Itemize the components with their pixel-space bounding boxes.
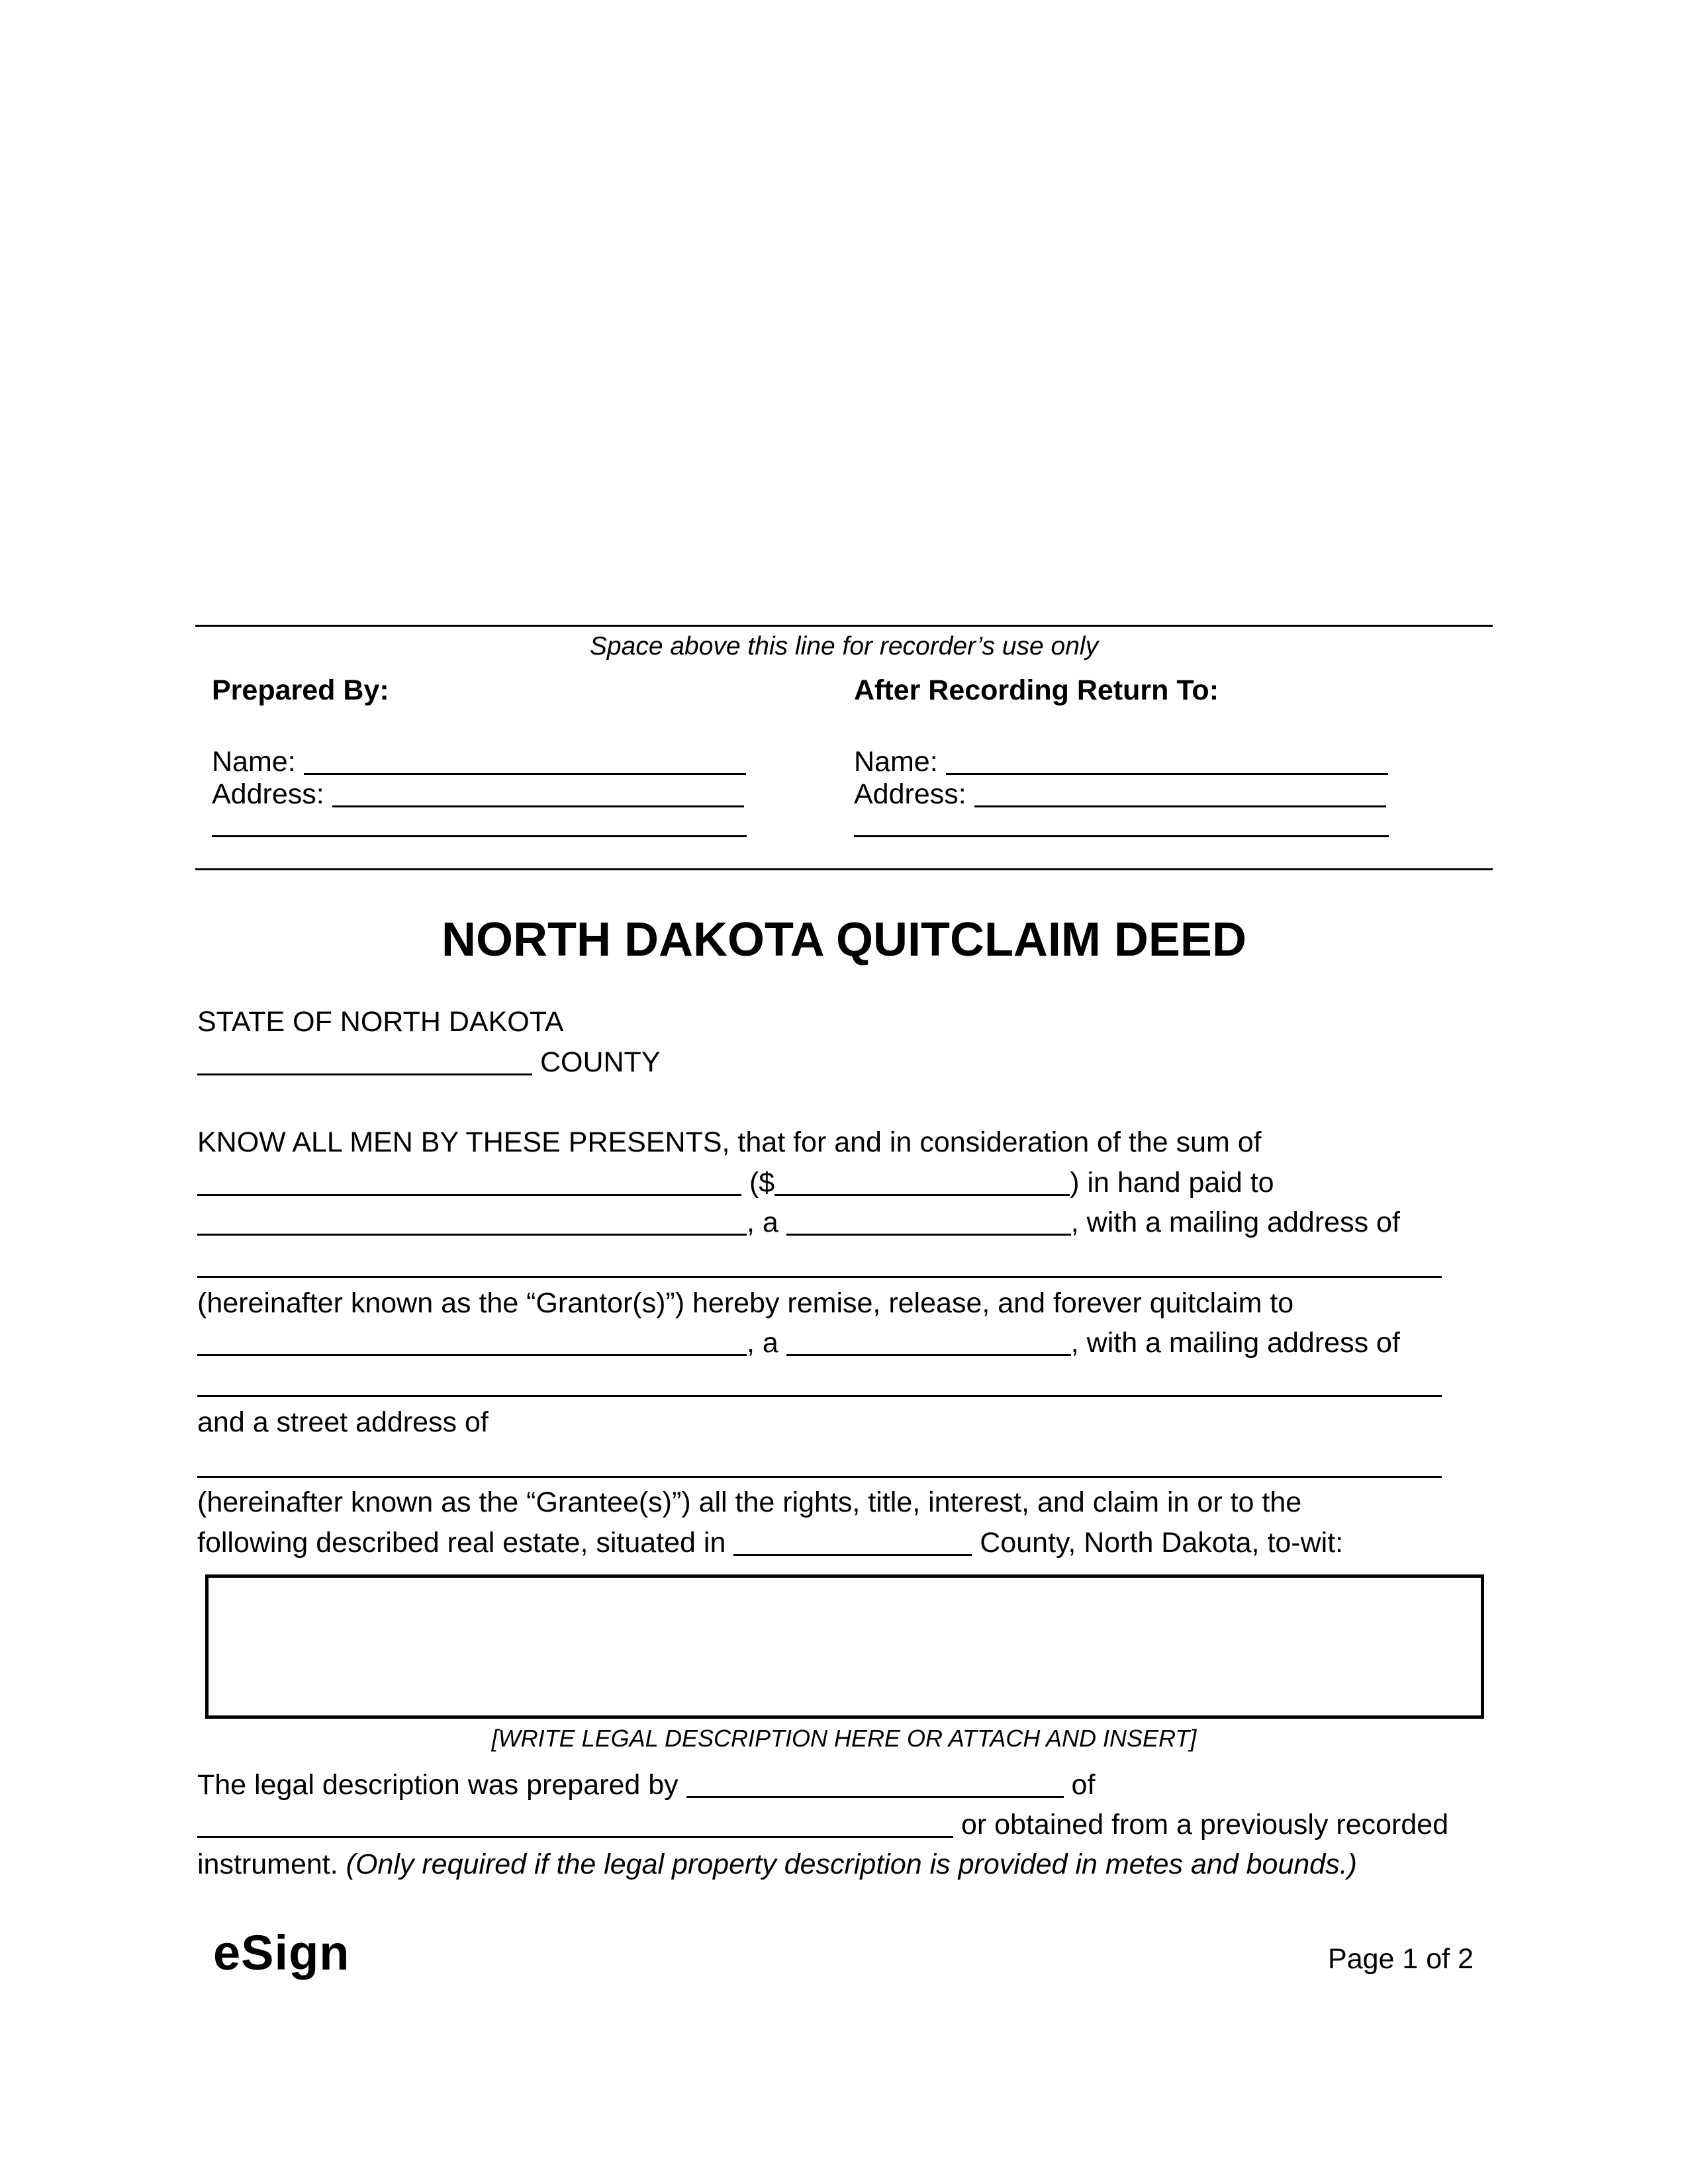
recorder-rule-top — [195, 625, 1493, 627]
legal-instrument-text: instrument. — [197, 1848, 338, 1880]
legal-note-text: (Only required if the legal property description is provided in metes and bounds.) — [346, 1848, 1357, 1880]
consideration-intro: KNOW ALL MEN BY THESE PRESENTS, that for and in consideration of the sum of — [197, 1126, 1262, 1158]
legal-of-text: of — [1071, 1769, 1096, 1801]
consideration-amount-words-field[interactable] — [197, 1167, 741, 1196]
paid-to-text: ) in hand paid to — [1070, 1167, 1274, 1199]
grantee-mailing-text: , with a mailing address of — [1070, 1327, 1400, 1359]
return-to-address-line — [854, 778, 1386, 811]
grantee-type-field[interactable] — [786, 1328, 1071, 1356]
grantor-mailing-address-field[interactable] — [197, 1276, 1442, 1278]
page-number: Page 1 of 2 — [1328, 1943, 1474, 1975]
grantee-comma-a: , a — [747, 1327, 778, 1359]
prepared-by-address-line — [212, 778, 744, 811]
county-to-wit-text: County, North Dakota, to-wit: — [980, 1527, 1344, 1559]
return-to-address-field[interactable] — [974, 779, 1386, 807]
legal-obtained-line — [197, 1808, 1448, 1841]
prepared-by-address-field[interactable] — [332, 779, 744, 807]
grantor-line — [197, 1206, 1400, 1239]
grantee-mailing-address-field[interactable] — [197, 1395, 1442, 1397]
dollar-open: ($ — [749, 1167, 775, 1199]
legal-obtained-text: or obtained from a previously recorded — [961, 1809, 1449, 1841]
prepared-by-name-label: Name: — [212, 746, 296, 778]
grantee-clause: (hereinafter known as the “Grantee(s)”) all the rights, title, interest, and claim in or to the — [197, 1486, 1302, 1518]
consideration-amount-field[interactable] — [774, 1167, 1070, 1196]
legal-description-box[interactable] — [205, 1574, 1484, 1719]
return-to-name-label: Name: — [854, 746, 938, 778]
grantor-comma-a: , a — [747, 1206, 778, 1238]
prepared-by-name-field[interactable] — [304, 747, 746, 775]
grantor-mailing-text: , with a mailing address of — [1070, 1206, 1400, 1238]
street-address-field[interactable] — [197, 1476, 1442, 1478]
grantor-clause: (hereinafter known as the “Grantor(s)”) hereby remise, release, and forever quitclaim to — [197, 1287, 1294, 1319]
return-to-address-label: Address: — [854, 778, 966, 810]
county-field[interactable] — [197, 1047, 532, 1075]
situated-in-text: following described real estate, situated in — [197, 1527, 726, 1559]
grantee-name-field[interactable] — [197, 1328, 747, 1356]
return-to-name-line — [854, 745, 1388, 778]
grantor-name-field[interactable] — [197, 1207, 747, 1236]
return-to-heading: After Recording Return To: — [854, 674, 1219, 706]
legal-box-caption: [WRITE LEGAL DESCRIPTION HERE OR ATTACH AND INSERT] — [491, 1725, 1197, 1752]
prepared-by-name-line — [212, 745, 746, 778]
legal-preparer-address-field[interactable] — [197, 1809, 953, 1838]
page-title: NORTH DAKOTA QUITCLAIM DEED — [442, 913, 1246, 966]
grantee-line — [197, 1326, 1400, 1359]
situated-county-field[interactable] — [733, 1527, 972, 1556]
prepared-by-address-label: Address: — [212, 778, 324, 810]
county-label: COUNTY — [539, 1046, 661, 1078]
grantor-type-field[interactable] — [786, 1207, 1071, 1236]
recorder-note: Space above this line for recorder’s use only — [589, 632, 1099, 660]
prepared-by-address-field-2[interactable] — [212, 835, 747, 837]
return-to-address-field-2[interactable] — [854, 835, 1389, 837]
recorder-rule-bottom — [195, 868, 1493, 870]
state-line: STATE OF NORTH DAKOTA — [197, 1006, 564, 1038]
consideration-line — [197, 1166, 1274, 1199]
street-address-label: and a street address of — [197, 1406, 489, 1438]
return-to-name-field[interactable] — [946, 747, 1388, 775]
prepared-by-heading: Prepared By: — [212, 674, 389, 706]
legal-prepared-intro: The legal description was prepared by — [197, 1769, 679, 1801]
esign-logo: eSign — [213, 1925, 350, 1980]
situated-line — [197, 1526, 1343, 1559]
legal-prepared-line — [197, 1768, 1095, 1801]
legal-instrument-line — [197, 1848, 1357, 1881]
legal-preparer-field[interactable] — [686, 1770, 1064, 1798]
county-line — [197, 1046, 661, 1079]
